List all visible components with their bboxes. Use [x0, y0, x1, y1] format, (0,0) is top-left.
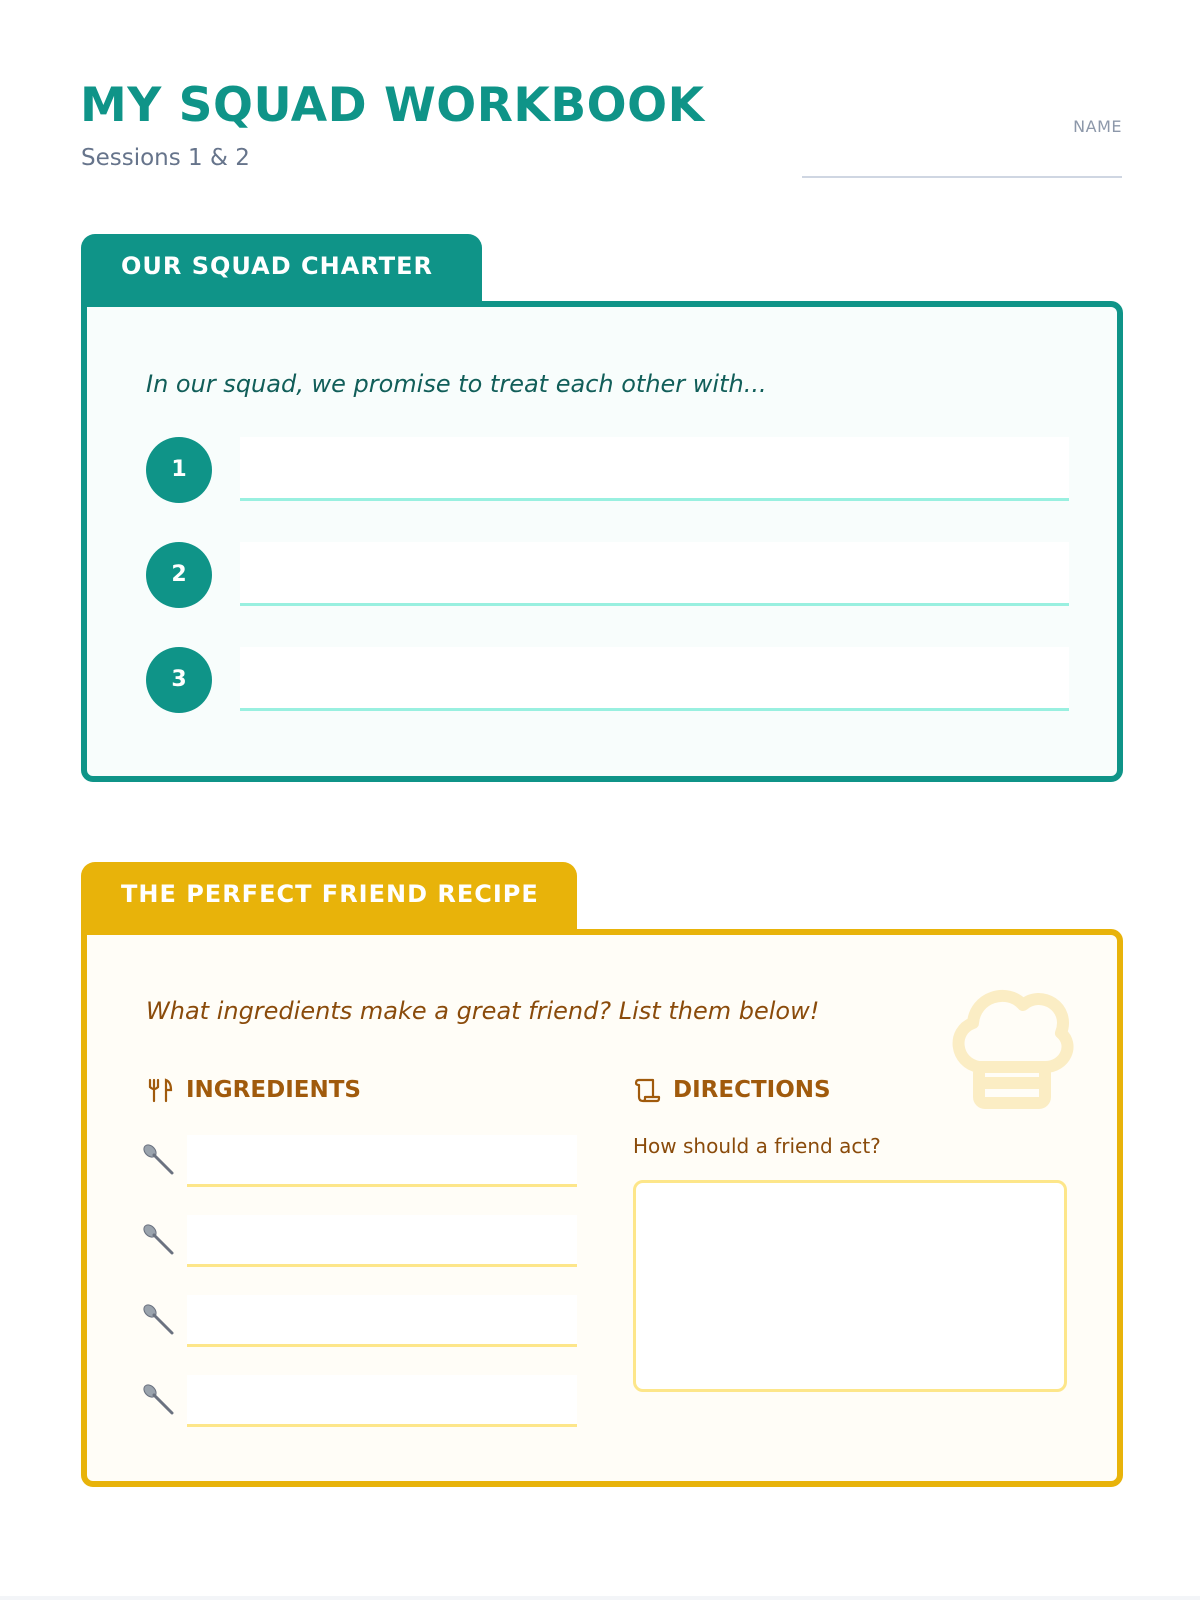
scroll-icon — [633, 1076, 661, 1104]
charter-prompt: In our squad, we promise to treat each other with... — [146, 370, 767, 398]
ingredients-heading-label: INGREDIENTS — [186, 1077, 361, 1103]
charter-promise-field-1[interactable] — [240, 437, 1069, 501]
directions-heading-label: DIRECTIONS — [673, 1077, 831, 1103]
charter-row — [146, 647, 1071, 713]
number-badge: 2 — [146, 542, 212, 608]
directions-heading — [633, 1073, 831, 1107]
charter-promise-field-3[interactable] — [240, 647, 1069, 711]
number-badge: 1 — [146, 437, 212, 503]
directions-textarea[interactable] — [633, 1180, 1067, 1392]
charter-tab: OUR SQUAD CHARTER — [81, 234, 482, 306]
ingredient-field-4[interactable] — [187, 1375, 577, 1427]
name-field[interactable] — [802, 142, 1122, 178]
charter-card — [81, 301, 1123, 782]
name-label: NAME — [1073, 117, 1122, 136]
ingredient-field-3[interactable] — [187, 1295, 577, 1347]
ingredient-row — [142, 1295, 582, 1347]
spoon-icon — [142, 1383, 176, 1417]
page-title: MY SQUAD WORKBOOK — [80, 78, 705, 133]
charter-row — [146, 437, 1071, 503]
charter-row — [146, 542, 1071, 608]
ingredient-row — [142, 1375, 582, 1427]
spoon-icon — [142, 1143, 176, 1177]
page-subtitle: Sessions 1 & 2 — [81, 145, 250, 171]
chef-hat-icon — [941, 979, 1081, 1119]
directions-question: How should a friend act? — [633, 1134, 881, 1158]
ingredient-field-1[interactable] — [187, 1135, 577, 1187]
ingredient-field-2[interactable] — [187, 1215, 577, 1267]
spoon-icon — [142, 1303, 176, 1337]
recipe-tab: THE PERFECT FRIEND RECIPE — [81, 862, 577, 934]
spoon-icon — [142, 1223, 176, 1257]
charter-promise-field-2[interactable] — [240, 542, 1069, 606]
recipe-card — [81, 929, 1123, 1487]
recipe-prompt: What ingredients make a great friend? List them below! — [146, 997, 820, 1025]
ingredients-heading — [146, 1073, 361, 1107]
fork-knife-icon — [146, 1076, 174, 1104]
ingredient-row — [142, 1135, 582, 1187]
ingredient-row — [142, 1215, 582, 1267]
number-badge: 3 — [146, 647, 212, 713]
